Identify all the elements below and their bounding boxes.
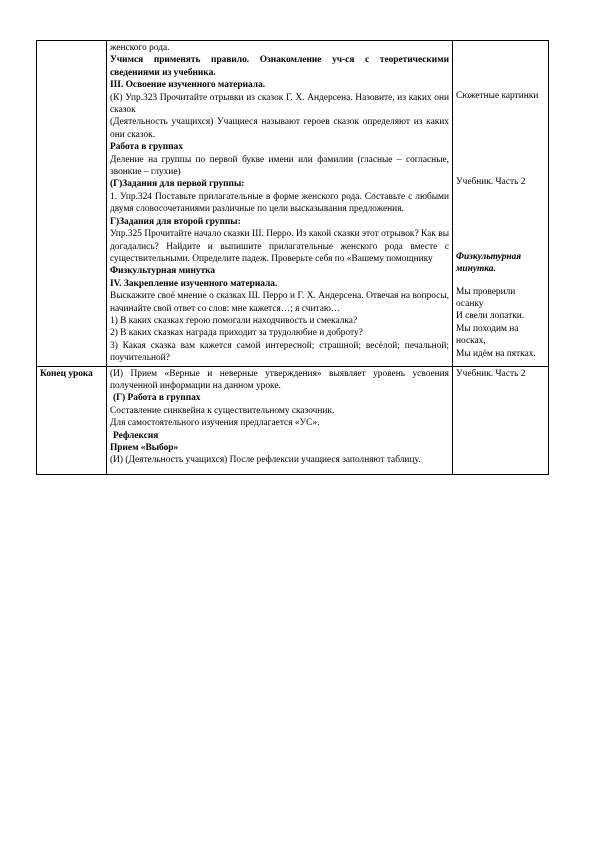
poem-line: Мы проверили осанку [456,286,516,310]
content-cell [107,41,453,367]
section-heading: Рефлексия [113,430,159,441]
question-line: 3) Какая сказка вам кажется самой интересной; страшной; весёлой; печальной; поучительной? [110,340,449,364]
question-line: 1) В каких сказках герою помогали находчивость и смекалка? [110,315,358,326]
stage-cell: Конец урока [37,366,107,474]
textbook-note: Учебник. Часть 2 [456,368,526,379]
section-heading: Прием «Выбор» [110,443,179,453]
text-line: женского рода. [110,43,170,53]
text-line: Выскажите своё мнение о сказках Ш. Перро и Г. Х. Андерсена. Отвечая на вопросы, начинайте свой ответ со слов: мне кажется…; я считаю… [110,291,449,314]
text-line: (И) (Деятельность учащихся) После рефлексии учащиеся заполняют таблицу. [110,455,421,466]
text-line: Для самостоятельного изучения предлагается «УС». [110,418,320,429]
phys-minute-title: Физкультурная минутка. [456,251,522,275]
text-line: Деление на группы по первой букве имени или фамилии (гласные – согласные, звонкие – глухие) [110,154,449,178]
text-line: (К) Упр.323 Прочитайте отрывки из сказок Г. Х. Андерсена. Назовите, из каких они сказок [110,92,449,116]
content-cell [107,366,453,474]
text-line: Учимся применять правило. Ознакомление уч-ся с теоретическими сведениями из учебника. [110,55,449,78]
resources-cell [453,366,549,474]
lesson-plan-table [36,40,549,475]
text-line: Упр.325 Прочитайте начало сказки Ш. Перро. Из какой сказки этот отрывок? Как вы догадались? Найдите и выпишите прилагательные женского рода вместе с существительными. Определите падеж. Проверьте себя по «Вашему помощнику [110,229,449,264]
stage-cell [37,41,107,367]
poem-line: Мы походим на носках, [456,323,519,347]
resources-cell [453,41,549,367]
pictures-note: Сюжетные картинки [456,91,539,101]
section-heading: Г)Задания для второй группы: [110,216,241,227]
table-row [37,366,549,474]
section-heading: III. Освоение изученного материала. [110,80,266,91]
text-line: (Деятельность учащихся) Учащиеся называют героев сказок определяют из каких они сказок. [110,117,449,140]
text-line: (И) Прием «Верные и неверные утверждения» выявляет уровень усвоения полученной информации на данном уроке. [110,368,449,391]
section-heading: Физкультурная минутка [110,266,216,277]
section-heading: (Г) Работа в группах [113,393,201,404]
poem-line: И свели лопатки. [456,311,525,322]
section-heading: IV. Закрепление изученного материала. [110,278,278,289]
poem-line: Мы идём на пятках. [456,348,536,359]
text-line: Составление синквейна к существительному сказочник. [110,405,335,416]
section-heading: (Г)Задания для первой группы: [110,179,245,190]
textbook-note: Учебник. Часть 2 [456,177,526,188]
question-line: 2) В каких сказках награда приходит за трудолюбие и доброту? [110,328,363,339]
text-line: 1. Упр.324 Поставьте прилагательные в форме женского рода. Составьте с любыми двумя словосочетаниями различные по цели высказывания предложения. [110,191,449,215]
section-heading: Работа в группах [110,142,183,153]
table-row [37,41,549,367]
